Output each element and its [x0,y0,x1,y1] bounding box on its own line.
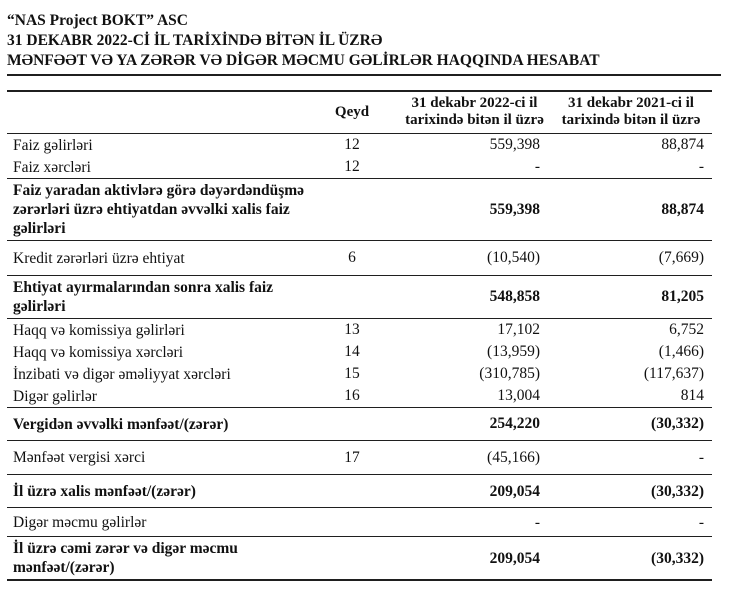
row-label-cell [7,363,325,385]
table-row [7,178,712,240]
table-row [7,240,712,275]
value-2021-cell: 88,874 [661,136,704,154]
income-statement-table [7,90,712,581]
table-row [7,537,712,581]
table-row [7,363,712,385]
value-2022-cell: - [379,156,550,178]
value-2022-cell: 13,004 [379,385,550,407]
row-label-cell [7,475,325,508]
table-row [7,440,712,475]
col-header-note: Qeyd [325,91,379,134]
report-title: MƏNFƏƏT VƏ YA ZƏRƏR VƏ DİGƏR MƏCMU GƏLİRLƏR HAQQINDA HESABAT [7,52,600,69]
value-2021-cell: 81,205 [550,275,712,318]
row-label: Haqq və komissiya gəlirləri [13,321,185,339]
note-cell: 13 [344,321,360,339]
value-2021-cell: (117,637) [643,365,704,383]
table-header-row [7,91,712,134]
row-label: Digər gəlirlər [13,387,97,405]
value-2021-cell: (30,332) [550,407,712,440]
value-2021-cell: (1,466) [658,343,704,361]
row-label: İl üzrə cəmi zərər və digər məcmu mənfəət/(zərər) [13,540,238,577]
report-period: 31 DEKABR 2022-Cİ İL TARİXİNDƏ BİTƏN İL ÜZRƏ [7,32,383,49]
row-label: Haqq və komissiya xərcləri [13,343,184,361]
table-row [7,385,712,407]
note-cell: 12 [344,136,360,154]
table-header [7,91,712,134]
table-row [7,407,712,440]
col-header-empty [7,91,325,134]
note-cell: 6 [325,240,379,275]
value-2021-cell: - [550,440,712,475]
row-label: Faiz xərcləri [13,158,91,176]
row-label-cell [7,440,325,475]
row-label-cell [7,318,325,340]
table-row [7,275,712,318]
income-statement-body [7,134,712,581]
note-cell: 16 [325,385,379,407]
col-header-2021: 31 dekabr 2021-ci il tarixində bitən il üzrə [550,91,712,134]
value-2022-cell: 548,858 [379,275,550,318]
note-cell: 15 [344,365,360,383]
row-label-cell [7,178,325,240]
row-label: Faiz yaradan aktivlərə görə dəyərdəndüşmə zərərləri üzrə ehtiyatdan əvvəlki xalis faiz gəlirləri [13,181,305,237]
note-cell [325,475,379,508]
note-cell [325,178,379,240]
value-2022-cell: - [379,508,550,537]
value-2021-cell: - [550,156,712,178]
value-2022-cell: (10,540) [379,240,550,275]
table-row [7,508,712,537]
note-cell: 17 [325,440,379,475]
note-cell [325,508,379,537]
value-2021-cell: 6,752 [669,321,704,339]
table-row [7,134,712,156]
row-label-cell [7,156,325,178]
row-label-cell [7,275,325,318]
value-2021-cell: (30,332) [550,537,712,581]
table-row [7,318,712,340]
note-cell [325,537,379,581]
company-name: “NAS Project BOKT” ASC [7,12,188,29]
value-2021-cell: 814 [550,385,712,407]
value-2022-cell: (45,166) [379,440,550,475]
row-label: İnzibati və digər əməliyyat xərcləri [13,365,231,383]
value-2021-cell: - [550,508,712,537]
row-label: Mənfəət vergisi xərci [13,449,146,467]
table-row [7,156,712,178]
row-label-cell [7,537,325,581]
value-2022-cell: 559,398 [489,136,540,154]
note-cell [325,275,379,318]
note-cell [325,407,379,440]
row-label: Vergidən əvvəlki mənfəət/(zərər) [13,415,229,433]
row-label: Ehtiyat ayırmalarından sonra xalis faiz gəlirləri [13,278,274,315]
row-label: İl üzrə xalis mənfəət/(zərər) [13,483,196,501]
value-2022-cell: 209,054 [379,537,550,581]
row-label-cell [7,385,325,407]
row-label-cell [7,240,325,275]
row-label-cell [7,407,325,440]
value-2022-cell: (310,785) [479,365,540,383]
value-2022-cell: (13,959) [487,343,540,361]
value-2022-cell: 254,220 [379,407,550,440]
report-header [7,11,721,76]
value-2021-cell: (30,332) [550,475,712,508]
note-cell: 12 [325,156,379,178]
row-label-cell [7,134,325,156]
value-2022-cell: 559,398 [379,178,550,240]
table-row [7,341,712,363]
table-row [7,475,712,508]
value-2022-cell: 17,102 [497,321,540,339]
row-label: Kredit zərərləri üzrə ehtiyat [13,249,185,267]
col-header-2022: 31 dekabr 2022-ci il tarixində bitən il üzrə [379,91,550,134]
row-label: Faiz gəlirləri [13,136,93,154]
row-label: Digər məcmu gəlirlər [13,514,147,532]
row-label-cell [7,341,325,363]
value-2021-cell: 88,874 [550,178,712,240]
note-cell: 14 [344,343,360,361]
value-2022-cell: 209,054 [379,475,550,508]
row-label-cell [7,508,325,537]
value-2021-cell: (7,669) [550,240,712,275]
